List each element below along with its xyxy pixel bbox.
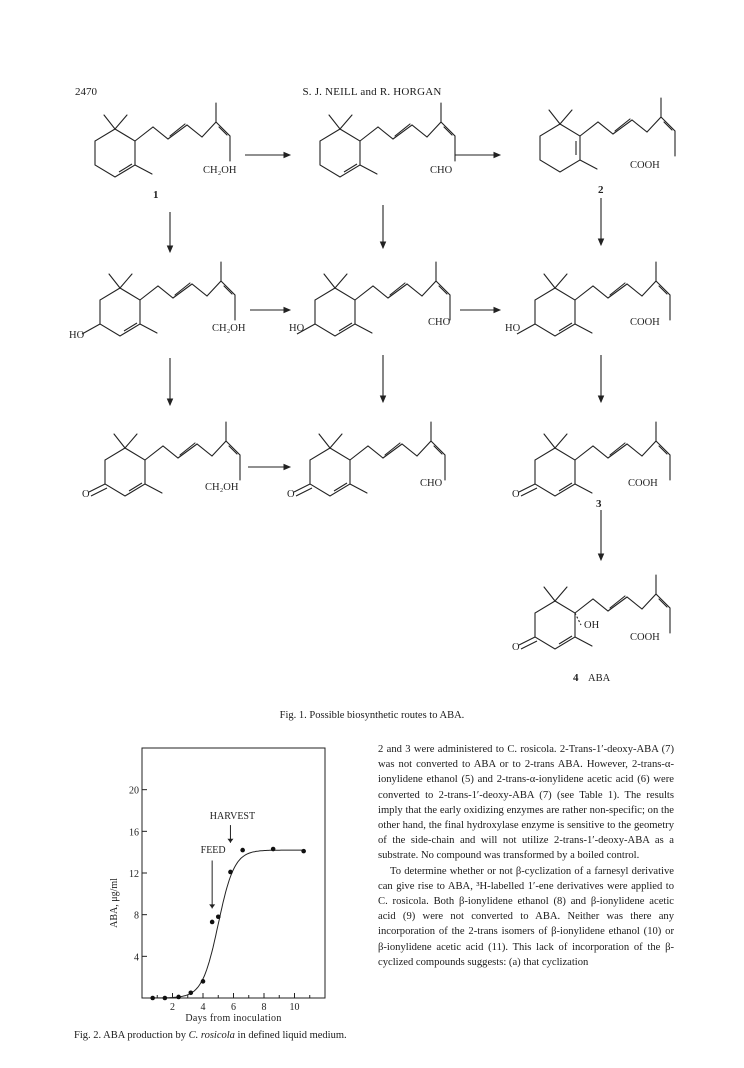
y-tick-label: 16 [129,827,139,839]
paragraph: To determine whether or not β-cyclization of a farnesyl derivative can give rise to ABA, ³H-labelled 1′-ene derivatives were applied to C. rosicola. Both β-ionylidene ethanol (8) and β-ionylidene acetic acid (9) were not converted to ABA. Neither was there any incorporation of the 2-trans isomers of β-ionylidene ethanol (10) or β-ionylidene acetic acid (11). This lack of incorporation of the β-cyclized compounds suggests: (a) that cyclization [378,865,674,968]
y-tick-label: 4 [134,952,139,964]
group-label: COOH [630,160,660,171]
group-label: O [512,642,520,653]
group-label: CH₂OH [205,482,239,493]
data-point [201,979,206,984]
group-label: COOH [630,632,660,643]
y-axis-label: ABA, μg/ml [109,878,120,928]
data-point [240,848,245,853]
group-label: O [287,489,295,500]
running-head: S. J. NEILL and R. HORGAN [302,86,442,98]
body-text [378,742,674,970]
group-label: HO [505,323,521,334]
data-point [163,996,168,1001]
x-tick-label: 2 [170,1002,175,1013]
harvest-label: HARVEST [209,810,256,822]
data-point [216,914,221,919]
data-point [176,995,181,1000]
group-label: O [512,489,520,500]
page-number: 2470 [75,86,97,98]
paragraph: 2 and 3 were administered to C. rosicola. 2-Trans-1′-deoxy-ABA (7) was not converted to ABA or to 2-trans ABA. However, 2-trans-α-ionylidene ethanol (5) and 2-trans-α-ionylidene acetic acid (6) were converted to 2-trans-1′-deoxy-ABA (7) (see Table 1). The results imply that the early oxidizing enzymes are rather non-specific; on the other hand, the final hydroxylase enzyme is sensitive to the geometry of the side-chain and will not utilize 2-trans-1′-deoxy-ABA as a substrate. No compound was transformed by a boiled control. [378,744,674,862]
feed-arrowhead [209,904,215,908]
x-tick-label: 6 [231,1002,236,1013]
group-label: CH₂OH [212,323,246,334]
data-point [150,996,155,1001]
data-point [228,870,233,875]
y-tick-label: 12 [129,869,139,880]
compound-number: 1 [153,189,159,201]
x-tick-label: 4 [200,1002,206,1013]
group-label: COOH [630,317,660,328]
compound-number: 2 [598,184,604,196]
group-label: CH₂OH [203,165,237,176]
data-point [301,849,306,854]
group-label: CHO [430,165,453,176]
y-tick-label: 20 [129,785,139,797]
plot-frame [142,748,325,998]
group-label: CHO [428,317,451,328]
x-tick-label: 10 [289,1002,300,1013]
aba-production-chart [100,740,340,1025]
harvest-arrowhead [227,839,233,843]
compound-number: 4 [573,672,579,684]
data-point [271,847,276,852]
x-axis-label: Days from inoculation [185,1013,282,1024]
feed-label: FEED [200,845,226,857]
y-tick-label: 8 [134,910,139,922]
figure2-caption: Fig. 2. ABA production by C. rosicola in defined liquid medium. [74,1030,347,1041]
figure1-caption: Fig. 1. Possible biosynthetic routes to ABA. [279,710,465,721]
data-point [189,990,194,995]
compound-name: ABA [588,673,611,684]
x-tick-label: 8 [261,1002,267,1013]
group-label: OH [584,620,600,631]
group-label: COOH [628,478,658,489]
compound-number: 3 [596,498,602,510]
data-point [210,920,215,925]
group-label: O [82,489,90,500]
group-label: CHO [420,478,443,489]
group-label: HO [69,330,85,341]
group-label: HO [289,323,305,334]
